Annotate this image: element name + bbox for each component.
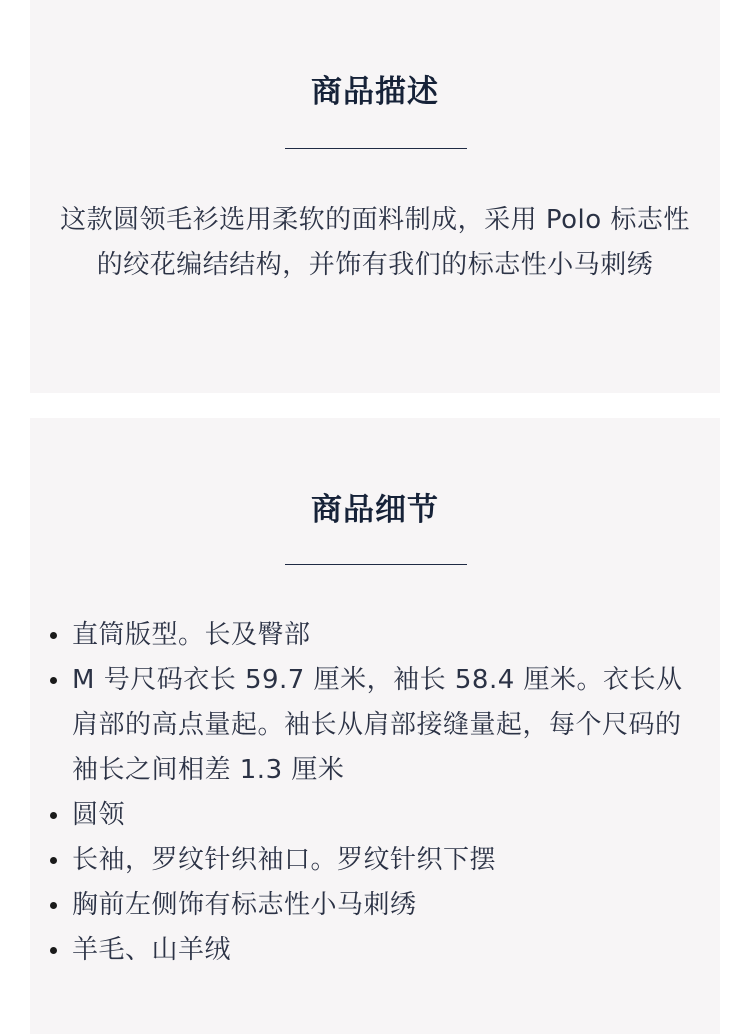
product-details-section <box>30 418 720 1034</box>
list-item <box>72 793 702 838</box>
bullet-icon <box>50 857 57 864</box>
section-title-details: 商品细节 <box>311 492 439 528</box>
title-divider <box>285 564 467 565</box>
bullet-icon <box>50 677 57 684</box>
section-title-description: 商品描述 <box>311 74 439 110</box>
list-item <box>72 928 702 973</box>
bullet-icon <box>50 632 57 639</box>
title-divider <box>285 148 467 149</box>
detail-item-text: 长袖，罗纹针织袖口。罗纹针织下摆 <box>72 845 497 875</box>
detail-item-text: 圆领 <box>72 800 126 830</box>
bullet-icon <box>50 947 57 954</box>
product-description-text: 这款圆领毛衫选用柔软的面料制成，采用 Polo 标志性的绞花编结结构，并饰有我们的标志性小马刺绣 <box>60 205 690 280</box>
list-item <box>72 613 702 658</box>
list-item <box>72 883 702 928</box>
details-list <box>72 613 702 973</box>
list-item <box>72 658 702 793</box>
product-description-section <box>30 0 720 393</box>
detail-item-text: 胸前左侧饰有标志性小马刺绣 <box>72 890 417 920</box>
detail-item-text: 羊毛、山羊绒 <box>72 935 232 965</box>
detail-item-text: M 号尺码衣长 59.7 厘米，袖长 58.4 厘米。衣长从肩部的高点量起。袖长从肩部接缝量起，每个尺码的袖长之间相差 1.3 厘米 <box>72 665 683 785</box>
list-item <box>72 838 702 883</box>
bullet-icon <box>50 812 57 819</box>
bullet-icon <box>50 902 57 909</box>
detail-item-text: 直筒版型。长及臀部 <box>72 620 311 650</box>
